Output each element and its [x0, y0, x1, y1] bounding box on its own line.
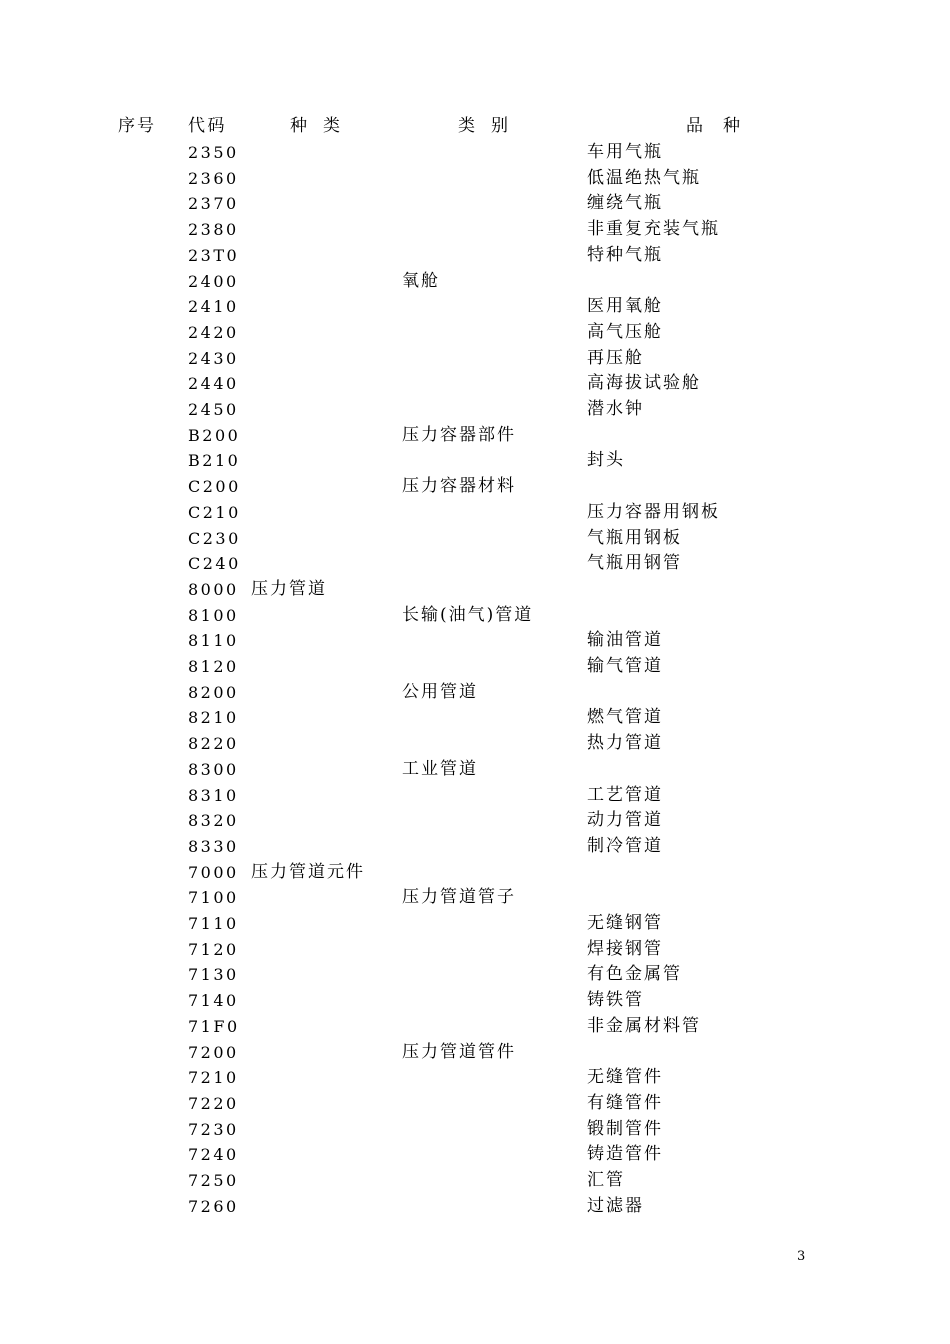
row-code: 8330	[188, 836, 239, 856]
row-code: 7220	[188, 1093, 239, 1113]
row-code: 7000	[188, 862, 239, 882]
row-code: 8310	[188, 785, 239, 805]
row-code: 2380	[188, 220, 239, 240]
row-code: 7250	[188, 1171, 239, 1190]
row-variety: 热力管道	[587, 733, 663, 754]
row-kind: 压力管道	[251, 578, 327, 599]
row-category: 压力容器材料	[402, 476, 516, 497]
row-code: 8120	[188, 657, 239, 676]
row-code: B200	[188, 425, 241, 445]
row-code: 8000	[188, 579, 239, 599]
table-row	[0, 551, 950, 577]
row-variety: 燃气管道	[587, 707, 663, 728]
row-variety: 压力容器用钢板	[587, 501, 720, 522]
row-code: C230	[188, 528, 241, 548]
table-row	[0, 526, 950, 552]
table-row	[0, 269, 950, 295]
row-variety: 输气管道	[587, 656, 663, 676]
row-code: 2430	[188, 348, 239, 368]
table-row	[0, 423, 950, 449]
table-row	[0, 962, 950, 988]
row-variety: 制冷管道	[587, 835, 663, 856]
table-row	[0, 1194, 950, 1220]
row-variety: 有色金属管	[587, 964, 682, 985]
row-variety: 非金属材料管	[587, 1015, 701, 1036]
row-variety: 无缝管件	[587, 1067, 663, 1088]
row-variety: 再压舱	[587, 347, 644, 368]
table-row	[0, 860, 950, 886]
row-variety: 铸铁管	[587, 990, 644, 1011]
table-row	[0, 217, 950, 243]
row-code: 2360	[188, 168, 239, 188]
table-row	[0, 1091, 950, 1117]
row-category: 压力容器部件	[402, 424, 516, 445]
row-code: 2440	[188, 374, 239, 394]
row-code: 2370	[188, 194, 239, 214]
row-code: 8200	[188, 682, 239, 702]
table-row	[0, 1168, 950, 1194]
row-code: C200	[188, 477, 241, 497]
row-variety: 高海拔试验舱	[587, 373, 701, 394]
row-variety: 过滤器	[587, 1195, 644, 1216]
table-row	[0, 1040, 950, 1066]
row-variety: 汇管	[587, 1170, 625, 1190]
table-row	[0, 1117, 950, 1143]
row-variety: 无缝钢管	[587, 913, 663, 933]
row-code: 23T0	[188, 245, 240, 265]
row-variety: 气瓶用钢板	[587, 527, 682, 548]
row-variety: 高气压舱	[587, 321, 663, 342]
row-code: 2350	[188, 143, 239, 162]
table-row	[0, 628, 950, 654]
row-variety: 动力管道	[587, 810, 663, 831]
row-variety: 医用氧舱	[587, 296, 663, 317]
table-row	[0, 191, 950, 217]
row-code: 8220	[188, 734, 239, 754]
table-header	[0, 114, 950, 140]
row-code: 71F0	[188, 1016, 240, 1036]
table-row	[0, 705, 950, 731]
row-category: 压力管道管子	[402, 887, 516, 908]
row-category: 压力管道管件	[402, 1041, 516, 1062]
row-variety: 封头	[587, 450, 625, 471]
row-code: 8210	[188, 708, 239, 728]
row-code: 7100	[188, 888, 239, 908]
row-category: 工业管道	[402, 758, 478, 779]
row-variety: 输油管道	[587, 630, 663, 651]
table-row	[0, 885, 950, 911]
row-code: 7120	[188, 939, 239, 959]
row-variety: 车用气瓶	[587, 142, 663, 162]
table-row	[0, 320, 950, 346]
row-variety: 非重复充装气瓶	[587, 219, 720, 240]
table-row	[0, 783, 950, 809]
row-variety: 气瓶用钢管	[587, 553, 682, 574]
header-code: 代码	[188, 116, 227, 136]
table-row	[0, 988, 950, 1014]
row-code: 7200	[188, 1042, 239, 1062]
table-row	[0, 834, 950, 860]
row-code: B210	[188, 451, 241, 471]
table-row	[0, 603, 950, 629]
row-code: 7230	[188, 1119, 239, 1139]
row-variety: 铸造管件	[587, 1144, 663, 1165]
row-code: 2450	[188, 400, 239, 419]
row-variety: 特种气瓶	[587, 244, 663, 265]
row-code: 7130	[188, 965, 239, 985]
row-variety: 有缝管件	[587, 1092, 663, 1113]
header-category: 类别	[458, 116, 524, 136]
row-code: 8100	[188, 605, 239, 625]
row-code: 8320	[188, 811, 239, 831]
table-row	[0, 937, 950, 963]
row-code: 8110	[188, 631, 239, 651]
row-code: 2420	[188, 322, 239, 342]
table-row	[0, 294, 950, 320]
row-variety: 缠绕气瓶	[587, 193, 663, 214]
table-row	[0, 448, 950, 474]
row-variety: 焊接钢管	[587, 938, 663, 959]
row-code: 7240	[188, 1145, 239, 1165]
row-code: C240	[188, 554, 241, 574]
table-row	[0, 911, 950, 937]
table-row	[0, 500, 950, 526]
row-kind: 压力管道元件	[251, 861, 365, 882]
table-row	[0, 371, 950, 397]
table-row	[0, 243, 950, 269]
table-row	[0, 1065, 950, 1091]
row-code: C210	[188, 502, 241, 522]
header-variety: 品种	[686, 116, 760, 136]
header-seq: 序号	[118, 116, 156, 136]
table-row	[0, 680, 950, 706]
row-category: 氧舱	[402, 270, 440, 291]
row-code: 8300	[188, 759, 239, 779]
table-row	[0, 731, 950, 757]
table-row	[0, 654, 950, 680]
row-code: 7210	[188, 1068, 239, 1088]
table-row	[0, 577, 950, 603]
table-row	[0, 397, 950, 423]
page-number: 3	[797, 1249, 806, 1264]
row-code: 7110	[188, 914, 239, 933]
table-row	[0, 1142, 950, 1168]
row-variety: 低温绝热气瓶	[587, 167, 701, 188]
row-variety: 潜水钟	[587, 399, 644, 419]
row-code: 2400	[188, 271, 239, 291]
header-kind: 种类	[290, 116, 356, 136]
table-row	[0, 1014, 950, 1040]
row-category: 长输(油气)管道	[402, 604, 534, 625]
table-row	[0, 140, 950, 166]
row-variety: 工艺管道	[587, 784, 663, 805]
table-row	[0, 757, 950, 783]
table-row	[0, 808, 950, 834]
row-code: 7140	[188, 991, 239, 1011]
table-row	[0, 166, 950, 192]
table-row	[0, 346, 950, 372]
row-variety: 锻制管件	[587, 1118, 663, 1139]
row-code: 7260	[188, 1196, 239, 1216]
row-code: 2410	[188, 297, 239, 317]
row-category: 公用管道	[402, 681, 478, 702]
table-row	[0, 474, 950, 500]
